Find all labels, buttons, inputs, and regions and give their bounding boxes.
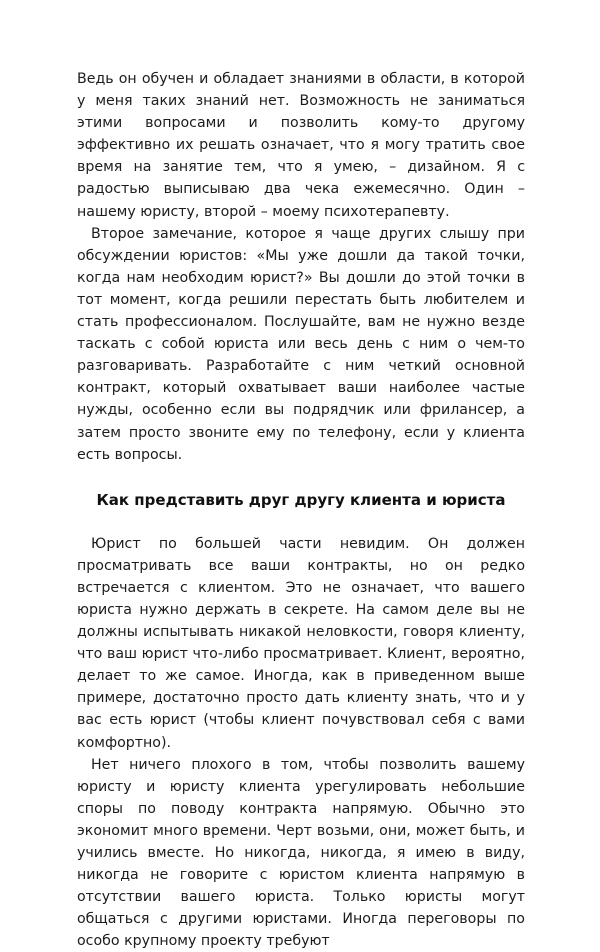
section-heading: Как представить друг другу клиента и юриста <box>96 490 506 509</box>
paragraph-second-remark: Второе замечание, которое я чаще других слышу при обсуждении юристов: «Мы уже дошли да такой точки, когда нам необходим юрист?» Вы дошли до этой точки в тот момент, когда решили перестать быть любителем и стать профессионалом. Послушайте, вам не нужно везде таскать с собой юриста или весь день с ним о чем-то разговаривать. Разработайте с ним четкий основной контракт, который охватывает ваши наиболее частые нужды, особенно если вы подрядчик или фрилансер, а затем просто звоните ему по телефону, если у клиента есть вопросы. <box>77 225 525 463</box>
paragraph-lawyer-invisible: Юрист по большей части невидим. Он должен просматривать все ваши контракты, но он редко встречается с клиентом. Это не означает, что вашего юриста нужно держать в секрете. На самом деле вы не должны испытывать никакой неловкости, говоря клиенту, что ваш юрист что-либо просматривает. Клиент, вероятно, делает то же самое. Иногда, как в приведенном выше примере, достаточно просто дать клиенту знать, что и у вас есть юрист (чтобы клиент почувствовал себя с вами комфортно). <box>77 535 525 751</box>
document-page <box>77 68 525 952</box>
paragraph-lawyer-expertise: Ведь он обучен и обладает знаниями в области, в которой у меня таких знаний нет. Возможность не заниматься этими вопросами и позволить кому-то другому эффективно их решать означает, что я могу тратить свое время на занятие тем, что я умею, – дизайном. Я с радостью выписываю два чека ежемесячно. Один – нашему юристу, второй – моему психотерапевту. <box>77 71 525 220</box>
paragraph-lawyers-direct: Нет ничего плохого в том, чтобы позволить вашему юристу и юристу клиента урегулировать небольшие споры по поводу контракта напрямую. Обычно это экономит много времени. Черт возьми, они, может быть, и учились вместе. Но никогда, никогда, я имею в виду, никогда не говорите с юристом клиента напрямую в отсутствии вашего юриста. Только юристы могут общаться с другими юристами. Иногда переговоры по особо крупному проекту требуют <box>77 756 525 950</box>
